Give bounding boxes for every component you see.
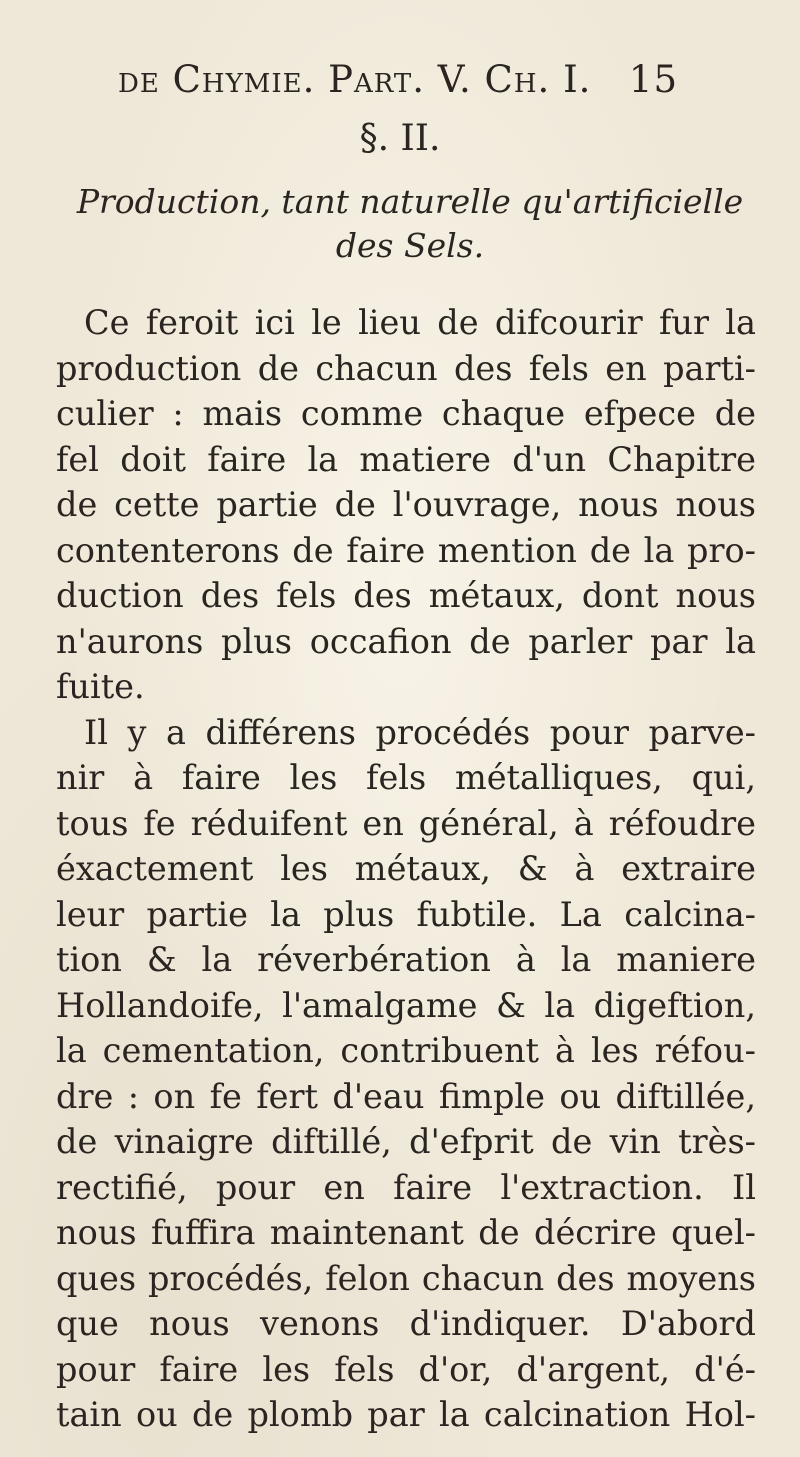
running-head-title: de Chymie. Part. V. Ch. I. xyxy=(118,58,592,101)
section-mark: §. II. xyxy=(359,118,441,159)
text-line: nir à faire les fels métalliques, qui, xyxy=(56,758,756,797)
text-line: duction des fels des métaux, dont nous xyxy=(56,576,756,615)
text-line: la cementation, contribuent à les réfou- xyxy=(56,1031,756,1070)
text-line: tous fe réduifent en général, à réfoudre xyxy=(56,803,756,843)
text-line: leur partie la plus fubtile. La calcina- xyxy=(56,894,756,934)
text-line: dre : on fe fert d'eau fimple ou diftillée, xyxy=(56,1076,756,1116)
text-line: contenterons de faire mention de la pro- xyxy=(56,530,756,570)
text-line: Il y a différens procédés pour parve- xyxy=(84,712,756,752)
page-number: 15 xyxy=(628,58,678,101)
section-title xyxy=(60,180,760,268)
text-line: tion & la réverbération à la maniere xyxy=(56,940,756,979)
text-line: production de chacun des fels en parti- xyxy=(56,348,756,388)
text-line: fuite. xyxy=(56,667,145,706)
text-line: pour faire les fels d'or, d'argent, d'é- xyxy=(56,1349,756,1389)
text-line: nous fuffira maintenant de décrire quel- xyxy=(56,1213,756,1252)
section-title-line: Production, tant naturelle qu'artificielle xyxy=(76,182,744,221)
text-line: fel doit faire la matiere d'un Chapitre xyxy=(56,439,756,479)
text-line: que nous venons d'indiquer. D'abord xyxy=(56,1304,756,1343)
text-line: n'aurons plus occafion de parler par la xyxy=(56,621,756,661)
text-line: tain ou de plomb par la calcination Hol- xyxy=(56,1395,756,1434)
text-line: Hollandoife, l'amalgame & la digeftion, xyxy=(56,985,756,1025)
text-line: culier : mais comme chaque efpece de xyxy=(56,394,756,433)
running-head xyxy=(118,58,678,101)
body-text xyxy=(56,300,756,1438)
section-title-line: des Sels. xyxy=(335,226,485,265)
text-line: Ce feroit ici le lieu de difcourir fur la xyxy=(84,303,756,342)
text-line: de cette partie de l'ouvrage, nous nous xyxy=(56,485,756,524)
text-line: ques procédés, felon chacun des moyens xyxy=(56,1258,756,1298)
text-line: de vinaigre diftillé, d'efprit de vin très- xyxy=(56,1122,756,1161)
text-line: rectifié, pour en faire l'extraction. Il xyxy=(56,1167,756,1207)
text-line: éxactement les métaux, & à extraire xyxy=(56,849,756,888)
